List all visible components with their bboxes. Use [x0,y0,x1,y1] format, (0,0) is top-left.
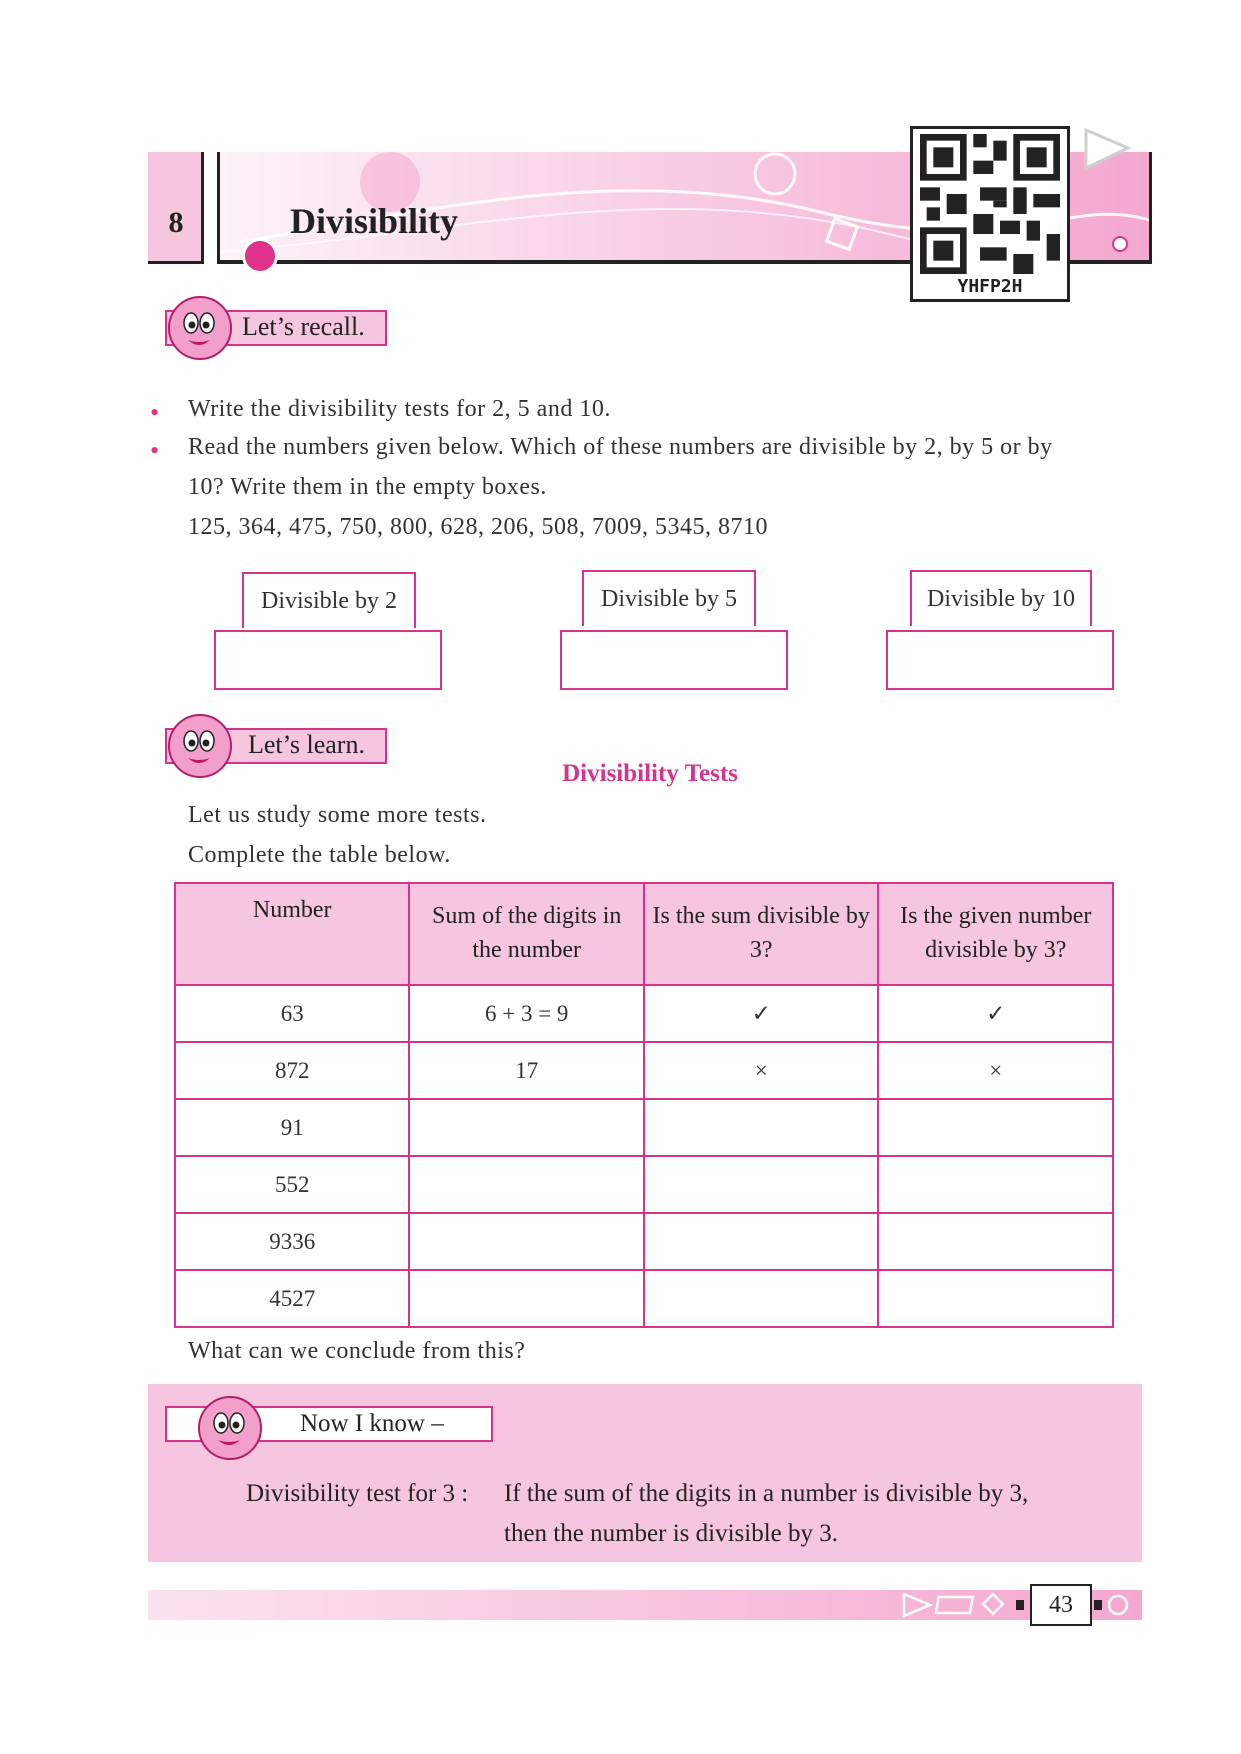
section-title: Divisibility Tests [562,760,738,787]
cell-number-divisible[interactable] [878,1156,1113,1213]
cell-number: 4527 [175,1270,409,1327]
test-text-line-1: If the sum of the digits in a number is divisible by 3, [504,1480,1029,1507]
intro-line-2: Complete the table below. [188,842,451,868]
table-row [175,1270,1113,1327]
smiley-face-icon [168,296,232,360]
cell-number-divisible[interactable] [878,1099,1113,1156]
table-row [175,1156,1113,1213]
conclusion-question: What can we conclude from this? [188,1338,526,1364]
cell-sum-divisible[interactable] [644,1099,879,1156]
cell-number: 91 [175,1099,409,1156]
now-i-know-label: Now I know – [300,1410,444,1437]
divisible-by-2-label: Divisible by 2 [242,572,416,628]
test-text-line-2: then the number is divisible by 3. [504,1520,838,1547]
triangle-icon [1082,126,1132,174]
chapter-number: 8 [168,206,184,239]
divisible-by-5-box[interactable] [560,630,788,690]
cell-sum[interactable] [409,1270,643,1327]
qr-code-label: YHFP2H [957,276,1023,297]
table-row [175,1042,1113,1099]
divisible-by-2-box[interactable] [214,630,442,690]
table-row [175,985,1113,1042]
number-list: 125, 364, 475, 750, 800, 628, 206, 508, 7009, 5345, 8710 [188,514,768,540]
learn-tag-label: Let’s learn. [248,730,365,759]
cell-sum[interactable] [409,1156,643,1213]
recall-tag-label: Let’s recall. [242,312,365,341]
cell-number-divisible[interactable] [878,1270,1113,1327]
cell-sum[interactable] [409,1099,643,1156]
smiley-face-icon [168,714,232,778]
bullet-icon: • [150,398,160,427]
cell-number: 872 [175,1042,409,1099]
footer-shapes-icon [900,1590,1030,1620]
cross-icon[interactable]: × [644,1042,879,1099]
bullet-icon: • [150,436,160,465]
cell-sum[interactable]: 17 [409,1042,643,1099]
cell-sum-divisible[interactable] [644,1156,879,1213]
divisible-by-10-label: Divisible by 10 [910,570,1092,626]
cell-number: 9336 [175,1213,409,1270]
cell-sum-divisible[interactable] [644,1270,879,1327]
intro-line-1: Let us study some more tests. [188,802,487,828]
header-sum-divisible: Is the sum divisible by 3? [644,883,879,985]
header-sum-digits: Sum of the digits in the number [409,883,643,985]
recall-bullet-1: Write the divisibility tests for 2, 5 and 10. [188,396,611,422]
header-number: Number [175,883,409,985]
cell-sum[interactable] [409,1213,643,1270]
check-icon[interactable]: ✓ [644,985,879,1042]
recall-bullet-2-cont: 10? Write them in the empty boxes. [188,474,547,500]
divisibility-table [174,882,1114,1328]
divisible-by-5-label: Divisible by 5 [582,570,756,626]
cross-icon[interactable]: × [878,1042,1113,1099]
chapter-title: Divisibility [290,201,459,241]
cell-number-divisible[interactable] [878,1213,1113,1270]
check-icon[interactable]: ✓ [878,985,1113,1042]
recall-bullet-2: Read the numbers given below. Which of these numbers are divisible by 2, by 5 or by [188,434,1053,460]
page-number: 43 [1030,1584,1092,1626]
qr-code-icon[interactable] [920,134,1060,274]
banner-dot-icon [242,238,278,274]
table-row [175,1213,1113,1270]
header-number-divisible: Is the given number divisible by 3? [878,883,1113,985]
table-row [175,1099,1113,1156]
smiley-face-icon [198,1396,262,1460]
cell-number: 552 [175,1156,409,1213]
divisible-by-10-box[interactable] [886,630,1114,690]
test-label: Divisibility test for 3 : [246,1480,469,1507]
cell-sum[interactable]: 6 + 3 = 9 [409,985,643,1042]
footer-circle-icon [1094,1590,1134,1620]
cell-number: 63 [175,985,409,1042]
cell-sum-divisible[interactable] [644,1213,879,1270]
